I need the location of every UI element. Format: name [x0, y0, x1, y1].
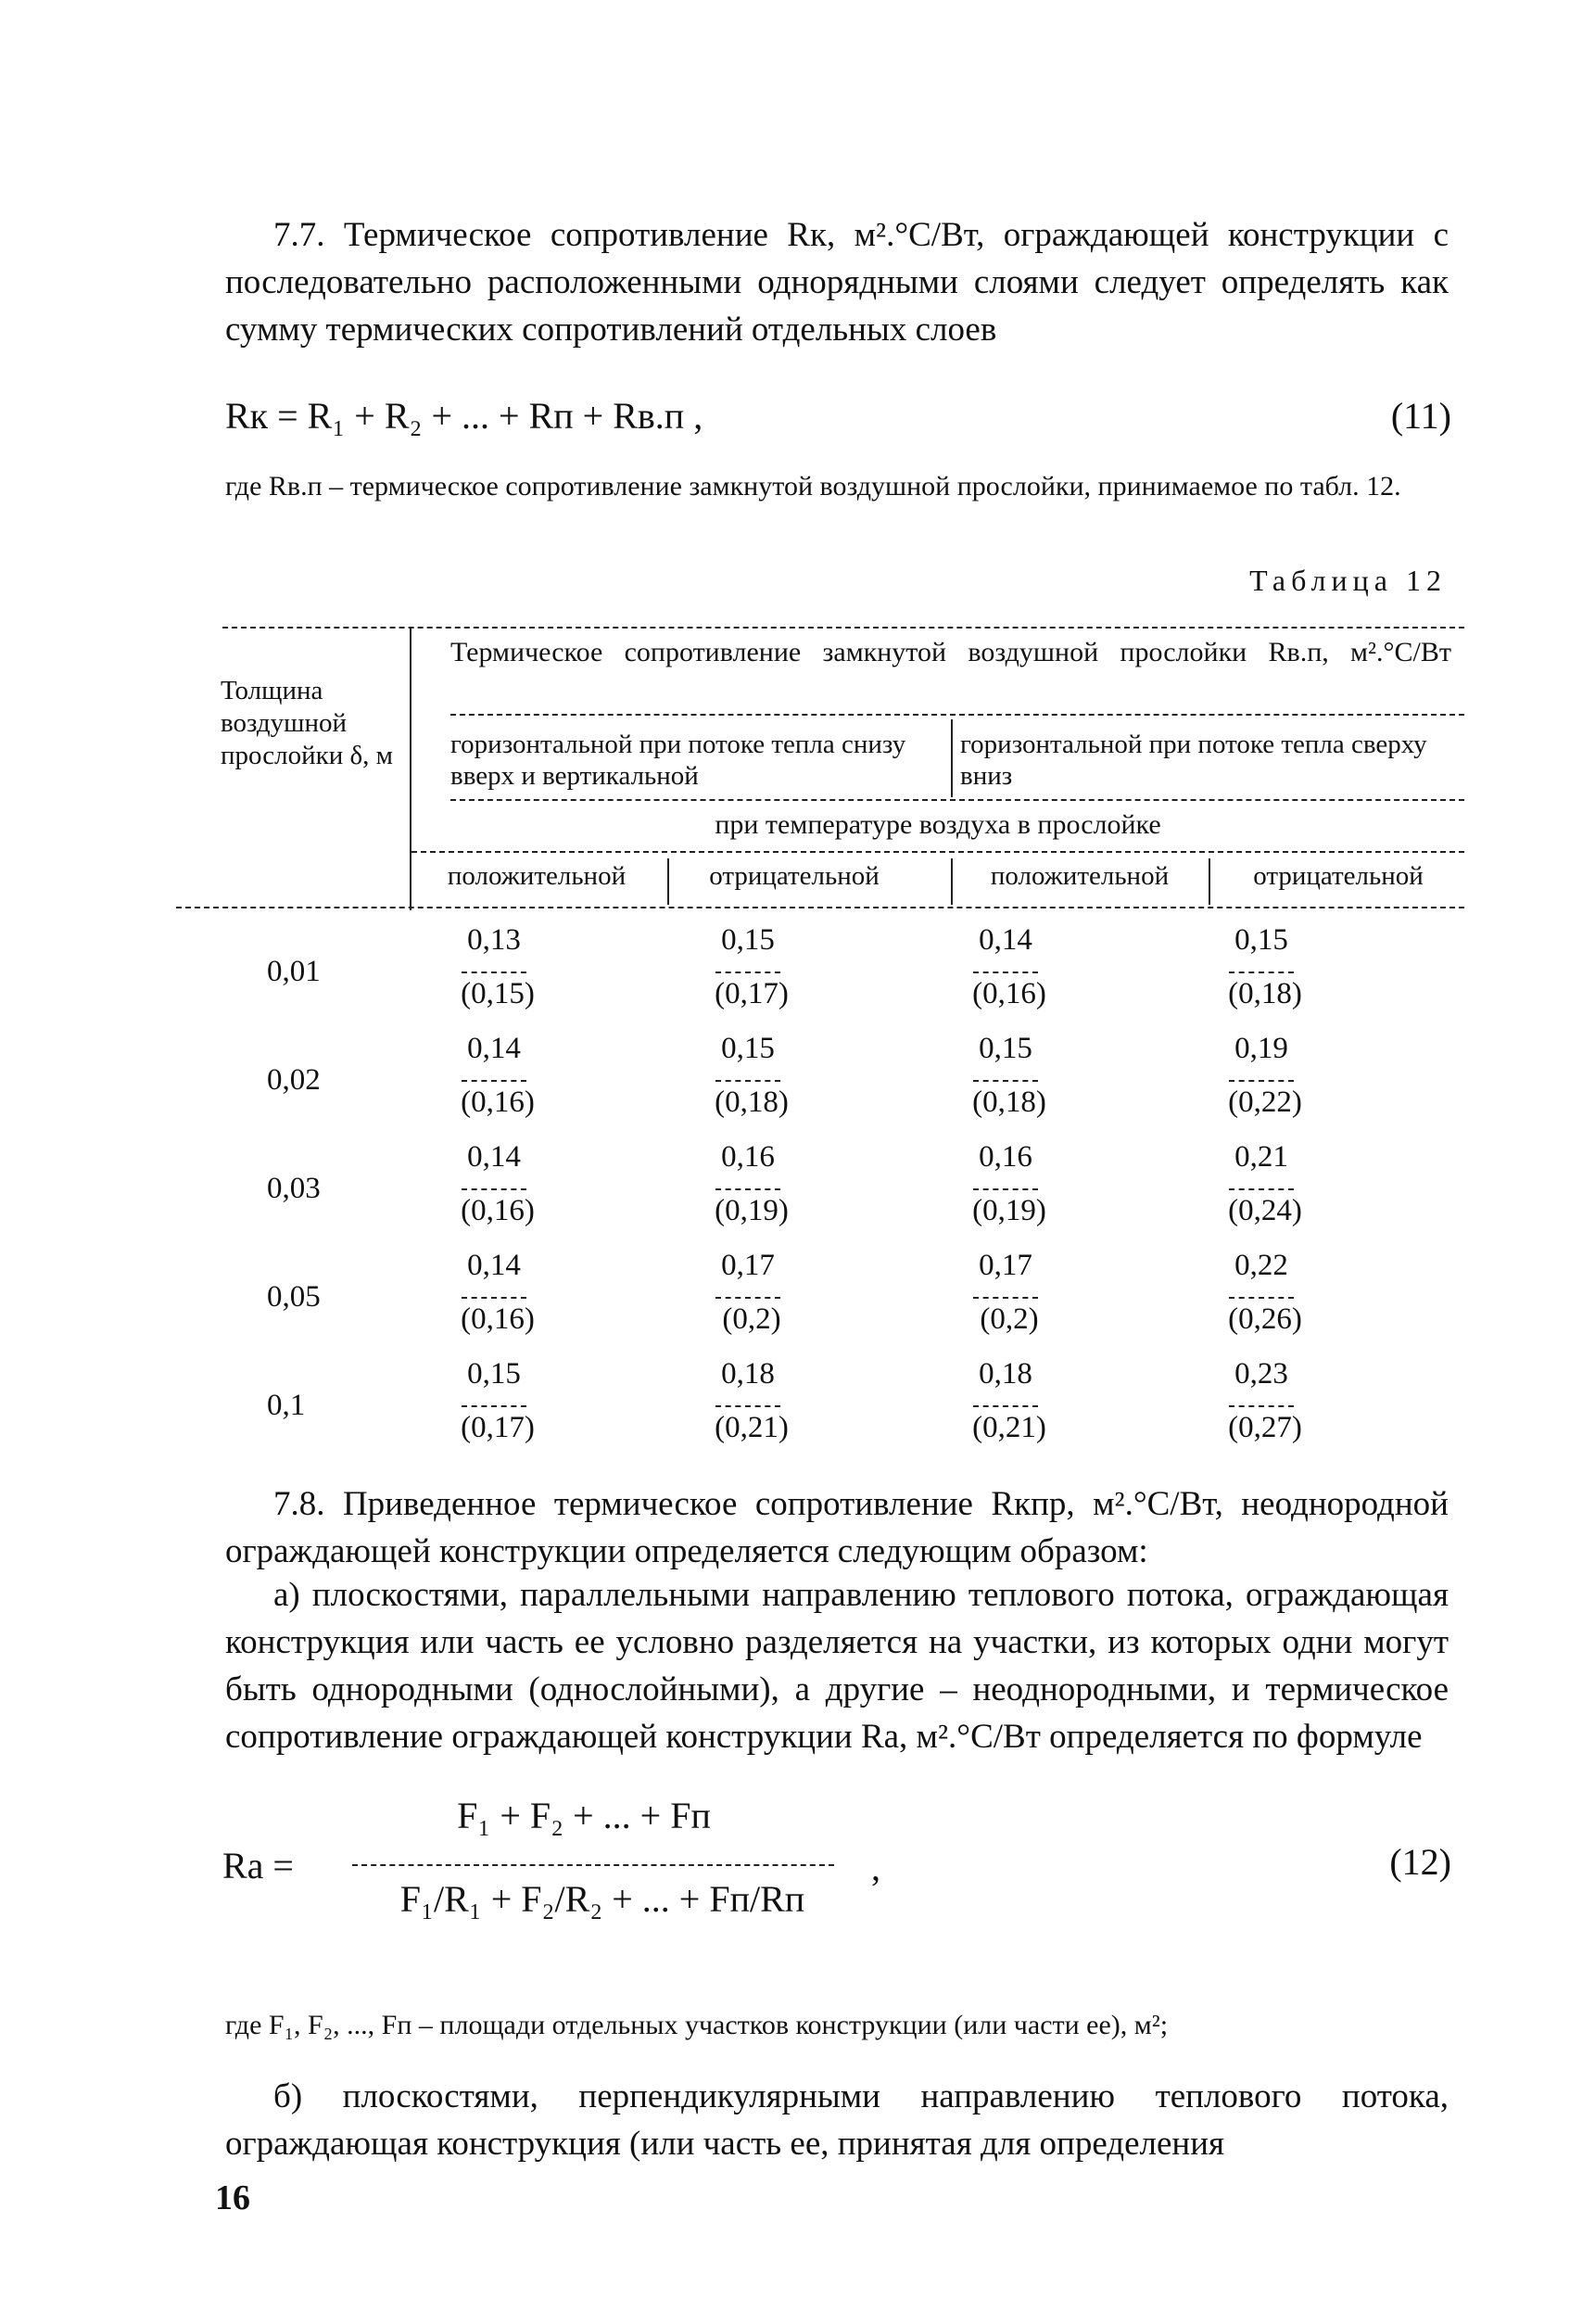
cell-value-parenthesized: (0,18)	[1228, 977, 1302, 1010]
cell-value: 0,14	[979, 923, 1032, 957]
cell-value: 0,15	[979, 1032, 1032, 1065]
cell-value: 0,19	[1234, 1032, 1288, 1065]
page-number: 16	[215, 2178, 250, 2217]
cell-fraction-line	[462, 1080, 526, 1082]
cell-fraction-line	[973, 1188, 1038, 1190]
row-thickness: 0,1	[267, 1389, 306, 1422]
subcol-4: отрицательной	[1253, 861, 1424, 891]
cell-value-parenthesized: (0,26)	[1228, 1302, 1302, 1336]
row-thickness: 0,03	[267, 1172, 321, 1205]
formula-12-numerator: F₁ + F₂ + ... + Fп	[457, 1795, 711, 1836]
cell-value-parenthesized: (0,19)	[972, 1194, 1046, 1227]
formula-11-where: где Rв.п – термическое сопротивление замкнутой воздушной прослойки, принимаемое по табл. 12.	[225, 471, 1401, 502]
cell-value: 0,14	[467, 1032, 521, 1065]
formula-12	[222, 1794, 1455, 1979]
cell-value: 0,15	[721, 1032, 775, 1065]
cell-fraction-line	[973, 1080, 1038, 1082]
header-rule-2	[450, 799, 1464, 801]
cell-value-parenthesized: (0,22)	[1228, 1086, 1302, 1119]
cell-value-parenthesized: (0,15)	[461, 977, 535, 1010]
group-separator	[951, 719, 953, 797]
col-thickness-header: Толщина воздушной прослойки δ, м	[221, 676, 393, 770]
header-rule-3	[411, 851, 1464, 853]
header-main: Термическое сопротивление замкнутой воздушной прослойки Rв.п, м².°С/Вт	[450, 637, 1451, 667]
item-b-text: б) плоскостями, перпендикулярными направлению теплового потока, ограждающая конструкция (или часть ее, принятая для определения	[225, 2077, 1449, 2164]
cell-value: 0,22	[1234, 1249, 1288, 1282]
cell-value-parenthesized: (0,24)	[1228, 1194, 1302, 1227]
cell-fraction-line	[715, 1188, 780, 1190]
item-a-text: а) плоскостями, параллельными направлению теплового потока, ограждающая конструкция или часть ее условно разделяется на участки, из которых одни могут быть однородными (однослойными), а другие – неоднородными, и термическое сопротивление ограждающей конструкции Rа, м².°С/Вт определяется по формуле	[225, 1576, 1449, 1757]
cell-fraction-line	[1229, 972, 1294, 973]
formula-12-number: (12)	[1389, 1841, 1451, 1883]
cell-value: 0,16	[721, 1140, 775, 1174]
row-thickness: 0,01	[267, 955, 321, 988]
cell-value: 0,18	[979, 1357, 1032, 1391]
cell-value: 0,17	[979, 1249, 1032, 1282]
cell-value-parenthesized: (0,2)	[980, 1302, 1039, 1336]
cell-value-parenthesized: (0,16)	[972, 977, 1046, 1010]
cell-value: 0,18	[721, 1357, 775, 1391]
cell-value: 0,17	[721, 1249, 775, 1282]
cell-value-parenthesized: (0,21)	[972, 1411, 1046, 1444]
cell-fraction-line	[973, 1297, 1038, 1299]
formula-11-number: (11)	[1390, 395, 1451, 437]
cell-value-parenthesized: (0,16)	[461, 1194, 535, 1227]
cell-value-parenthesized: (0,17)	[715, 977, 789, 1010]
cell-fraction-line	[973, 1405, 1038, 1407]
subcol-2: отрицательной	[709, 861, 880, 891]
table-12	[176, 627, 1474, 1479]
cell-fraction-line	[462, 1405, 526, 1407]
formula-12-denominator: F₁/R₁ + F₂/R₂ + ... + Fп/Rп	[399, 1878, 805, 1920]
cell-fraction-line	[1229, 1080, 1294, 1082]
subcol-sep-1	[667, 858, 669, 905]
header-bottom-rule	[176, 907, 1464, 908]
cell-fraction-line	[973, 972, 1038, 973]
cell-value: 0,21	[1234, 1140, 1288, 1174]
cell-fraction-line	[715, 972, 780, 973]
cell-value: 0,15	[1234, 923, 1288, 957]
cell-value: 0,15	[467, 1357, 521, 1391]
cell-fraction-line	[715, 1080, 780, 1082]
subcol-1: положительной	[447, 861, 627, 891]
cell-value: 0,14	[467, 1249, 521, 1282]
row-thickness: 0,02	[267, 1063, 321, 1097]
cell-value-parenthesized: (0,2)	[722, 1302, 781, 1336]
formula-12-lhs: Rа =	[222, 1845, 294, 1886]
cell-fraction-line	[1229, 1188, 1294, 1190]
cell-value: 0,13	[467, 923, 521, 957]
table-caption: Таблица 12	[1249, 564, 1447, 597]
cell-value-parenthesized: (0,16)	[461, 1086, 535, 1119]
formula-11: Rк = R₁ + R₂ + ... + Rп + Rв.п ,	[225, 395, 703, 437]
cell-value-parenthesized: (0,21)	[715, 1411, 789, 1444]
header-rule-1	[450, 714, 1464, 716]
cell-value: 0,14	[467, 1140, 521, 1174]
subcol-sep-2	[951, 858, 953, 905]
group2-header: горизонтальной при потоке тепла сверху вниз	[960, 730, 1427, 792]
cell-value-parenthesized: (0,18)	[972, 1086, 1046, 1119]
subcol-3: положительной	[990, 861, 1170, 891]
cell-value-parenthesized: (0,19)	[715, 1194, 789, 1227]
cell-fraction-line	[1229, 1405, 1294, 1407]
cell-fraction-line	[462, 1188, 526, 1190]
cell-value-parenthesized: (0,18)	[715, 1086, 789, 1119]
cell-value: 0,15	[721, 923, 775, 957]
table-top-rule	[222, 627, 1464, 629]
formula-12-comma: ,	[871, 1847, 880, 1888]
cell-value-parenthesized: (0,17)	[461, 1411, 535, 1444]
section-7-8-text: 7.8. Приведенное термическое сопротивление Rкпр, м².°С/Вт, неоднородной ограждающей конструкции определяется следующим образом:	[225, 1485, 1449, 1571]
cell-value: 0,23	[1234, 1357, 1288, 1391]
cell-value-parenthesized: (0,16)	[461, 1302, 535, 1336]
section-7-7-text: 7.7. Термическое сопротивление Rк, м².°С/Вт, ограждающей конструкции с последовательно расположенными однорядными слоями следует определять как сумму термических сопротивлений отдельных слоев	[225, 216, 1449, 349]
formula-12-fraction-bar	[352, 1864, 834, 1866]
group1-header: горизонтальной при потоке тепла снизу вверх и вертикальной	[450, 730, 906, 792]
cell-fraction-line	[715, 1297, 780, 1299]
temp-header: при температуре воздуха в прослойке	[715, 809, 1161, 840]
cell-fraction-line	[715, 1405, 780, 1407]
subcol-sep-3	[1209, 858, 1210, 905]
cell-fraction-line	[1229, 1297, 1294, 1299]
cell-fraction-line	[462, 972, 526, 973]
formula-12-where: где F₁, F₂, ..., Fп – площади отдельных участков конструкции (или части ее), м²;	[225, 2010, 1169, 2040]
cell-fraction-line	[462, 1297, 526, 1299]
row-thickness: 0,05	[267, 1280, 321, 1314]
cell-value: 0,16	[979, 1140, 1032, 1174]
table-col-separator	[410, 627, 411, 910]
cell-value-parenthesized: (0,27)	[1228, 1411, 1302, 1444]
